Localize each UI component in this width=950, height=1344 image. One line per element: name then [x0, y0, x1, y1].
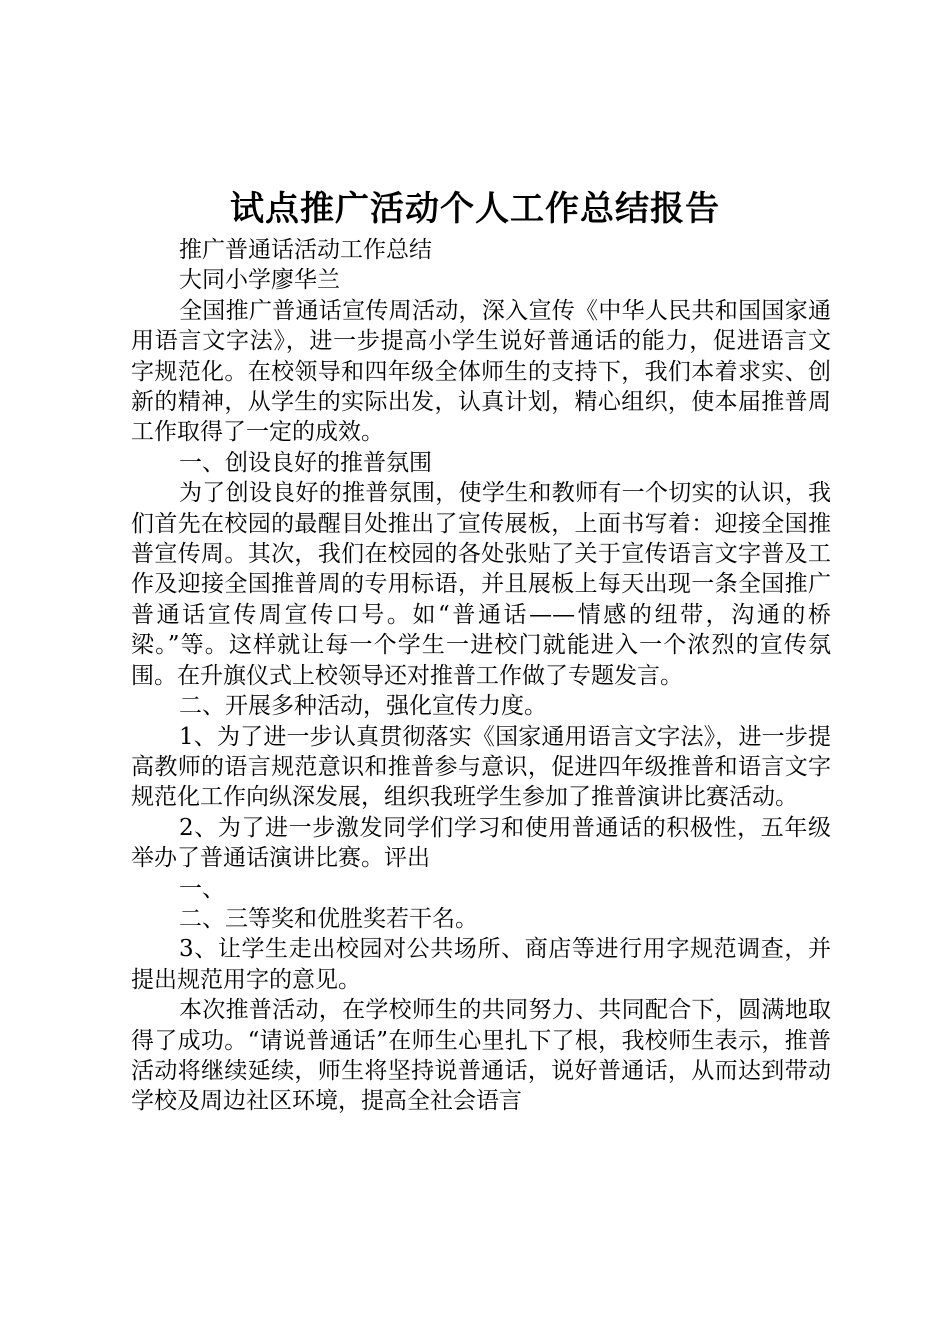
paragraph-intro: 全国推广普通话宣传周活动，深入宣传《中华人民共和国国家通用语言文字法》，进一步提高小学生说好普通话的能力，促进语言文字规范化。在校领导和四年级全体师生的支持下，我们本着求实、创新的精神，从学生的实际出发，认真计划，精心组织，使本届推普周工作取得了一定的成效。: [131, 297, 831, 446]
paragraph-item-2: 2、为了进一步激发同学们学习和使用普通话的积极性，五年级举办了普通话演讲比赛。评出: [131, 814, 831, 872]
paragraph-section-1: 为了创设良好的推普氛围，使学生和教师有一个切实的认识，我们首先在校园的最醒目处推出了宣传展板，上面书写着：迎接全国推普宣传周。其次，我们在校园的各处张贴了关于宣传语言文字普及工作及迎接全国推普周的专用标语，并且展板上每天出现一条全国推广普通话宣传周宣传口号。如“普通话——情感的纽带，沟通的桥梁。”等。这样就让每一个学生一进校门就能进入一个浓烈的宣传氛围。在升旗仪式上校领导还对推普工作做了专题发言。: [131, 480, 831, 689]
document-body: [131, 235, 831, 1117]
paragraph-item-1: 1、为了进一步认真贯彻落实《国家通用语言文字法》，进一步提高教师的语言规范意识和推普参与意识，促进四年级推普和语言文字规范化工作向纵深发展，组织我班学生参加了推普演讲比赛活动。: [131, 723, 831, 811]
paragraph-fragment-2: 二、三等奖和优胜奖若干名。: [179, 905, 478, 932]
section-heading-1: 一、创设良好的推普氛围: [179, 449, 432, 476]
paragraph-item-3: 3、让学生走出校园对公共场所、商店等进行用字规范调查，并提出规范用字的意见。: [131, 936, 831, 993]
paragraph-author: 大同小学廖华兰: [179, 267, 340, 294]
document-title: 试点推广活动个人工作总结报告: [230, 189, 720, 229]
paragraph-fragment-1: 一、: [179, 875, 225, 902]
section-heading-2: 二、开展多种活动，强化宣传力度。: [179, 693, 547, 720]
paragraph-conclusion: 本次推普活动，在学校师生的共同努力、共同配合下，圆满地取得了成功。“请说普通话”在师生心里扎下了根，我校师生表示，推普活动将继续延续，师生将坚持说普通话，说好普通话，从而达到带动学校及周边社区环境，提高全社会语言: [131, 997, 831, 1115]
paragraph-subtitle: 推广普通话活动工作总结: [179, 237, 432, 263]
